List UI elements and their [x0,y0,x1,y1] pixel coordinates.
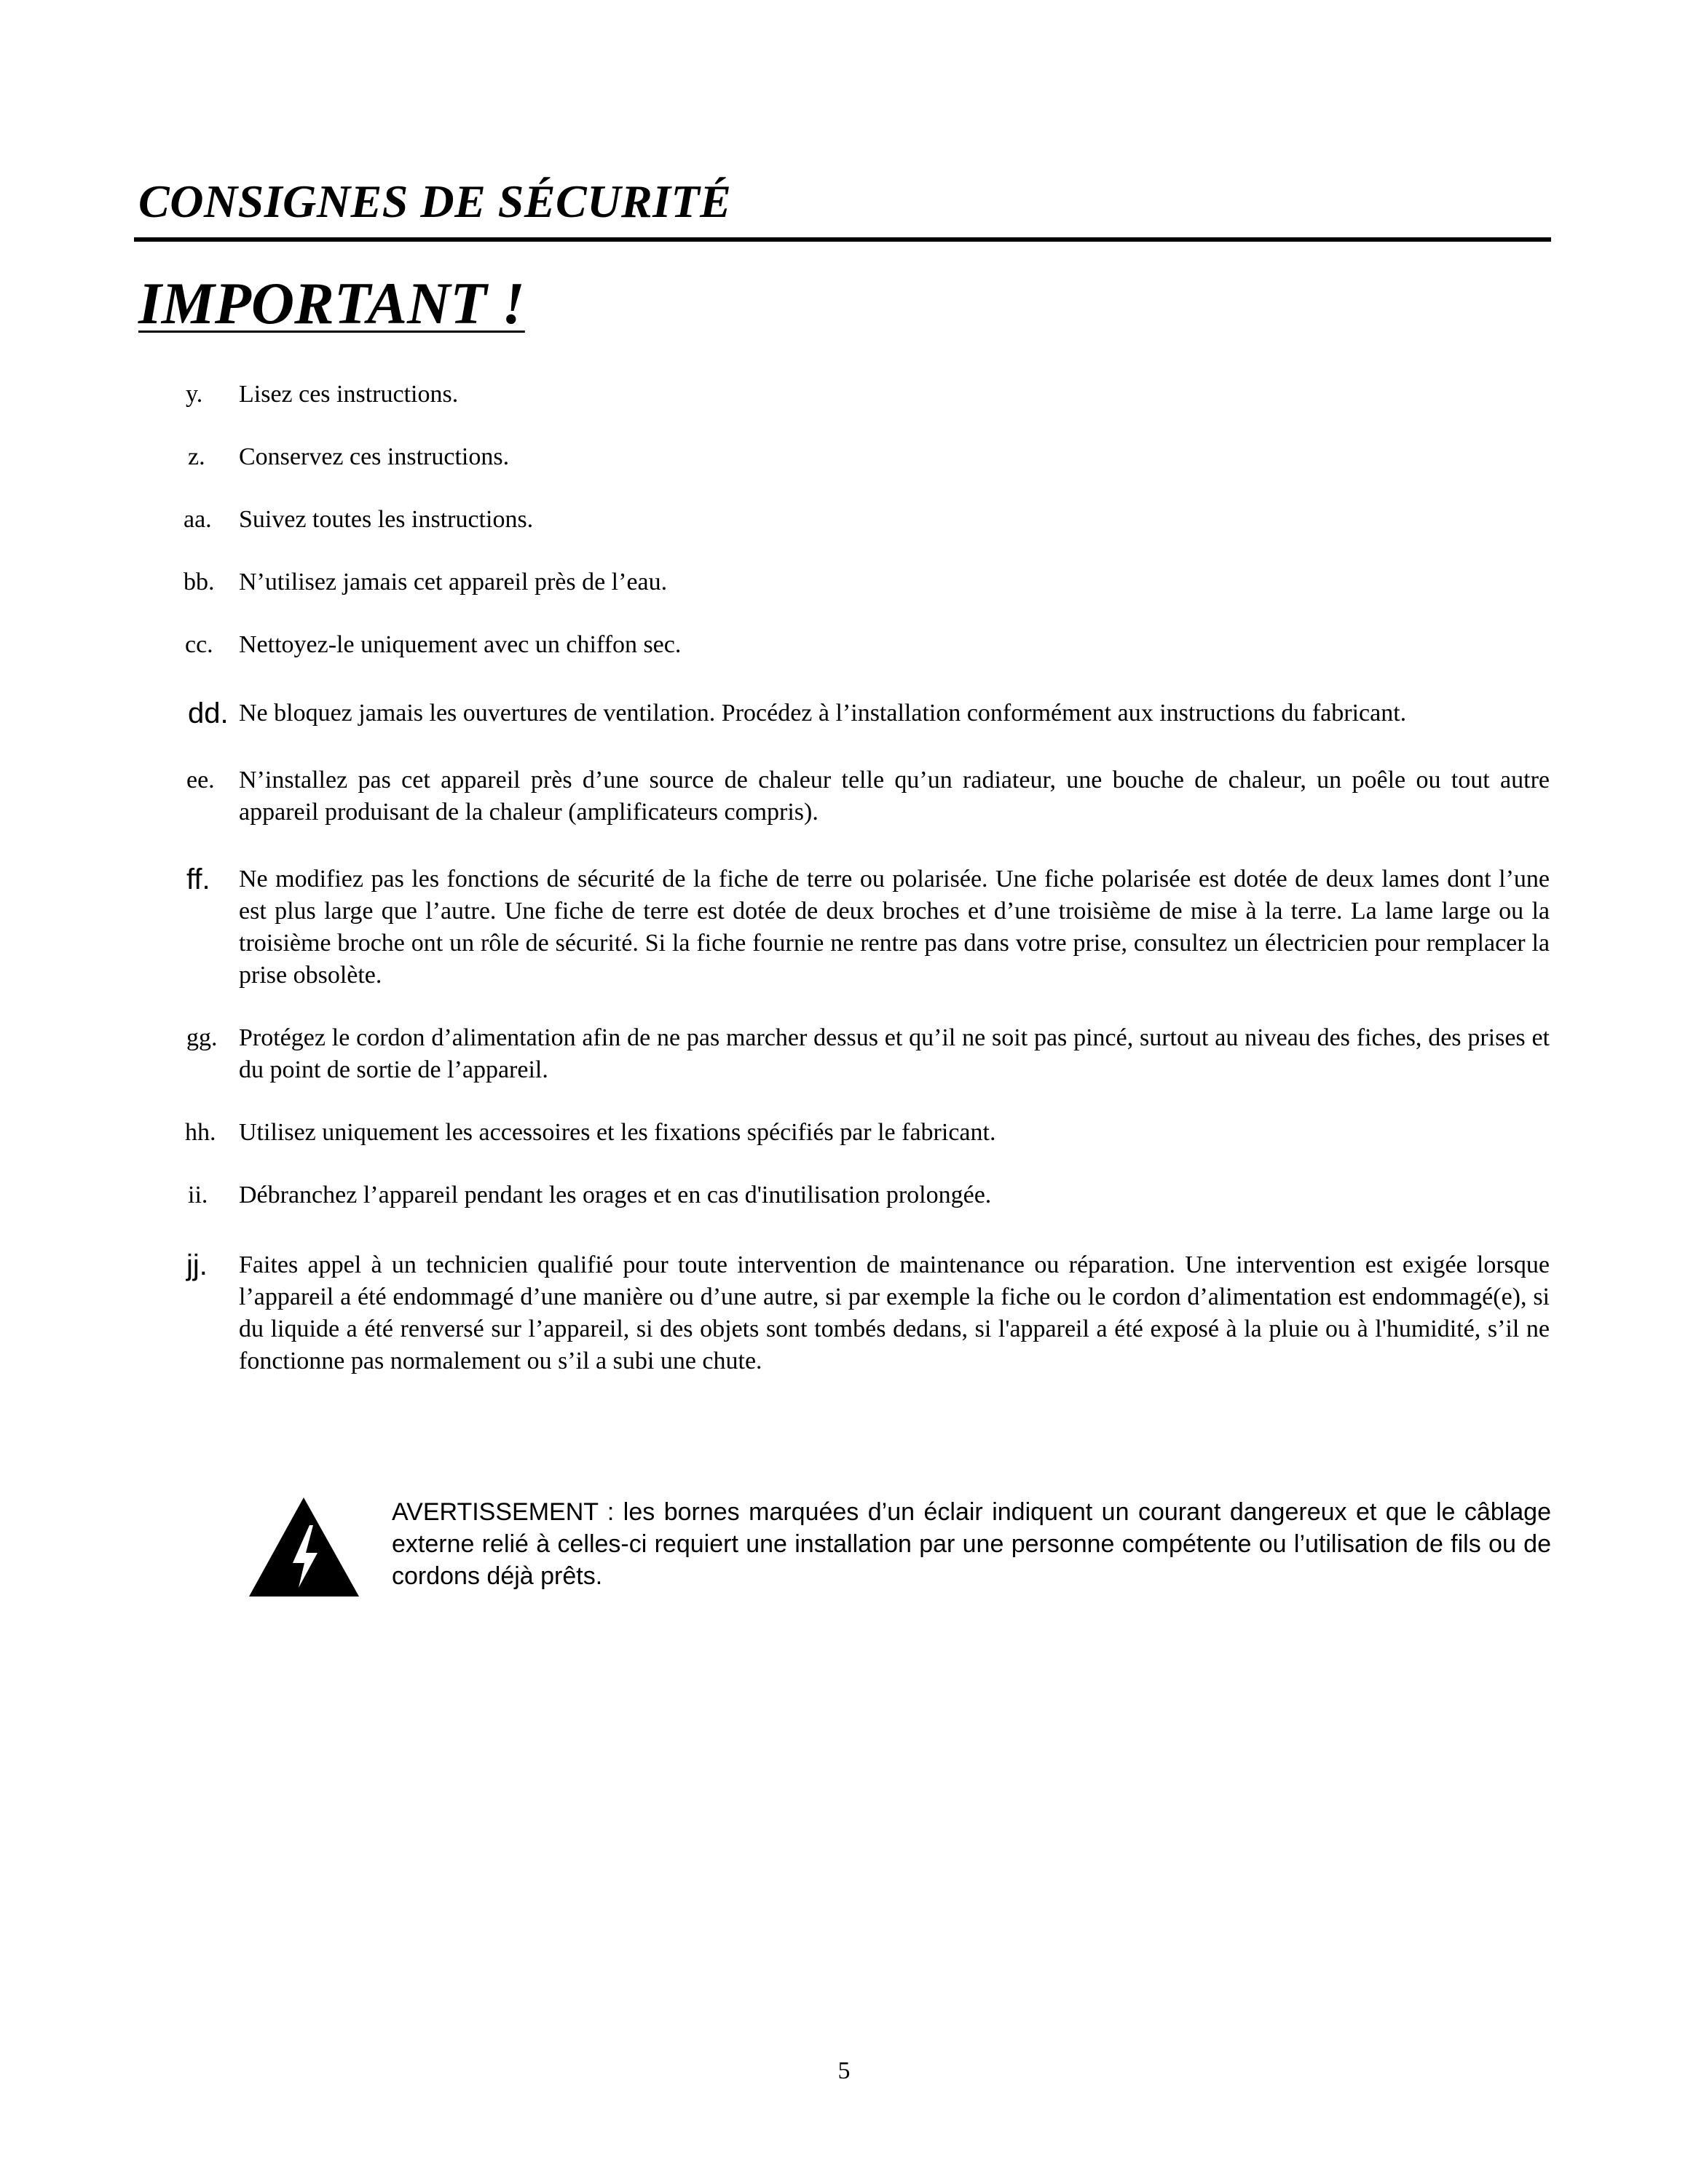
list-text: Ne modifiez pas les fonctions de sécurité de la fiche de terre ou polarisée. Une fiche polarisée est dotée de deux lames dont l’une est plus large que l’autre. Une fiche de terre est dotée de deux broches et d’une troisième de mise à la terre. La lame large ou la troisième broche ont un rôle de sécurité. Si la fiche fournie ne rentre pas dans votre prise, consultez un électricien pour remplacer la prise obsolète. [239,866,1550,989]
list-marker: ii. [188,1182,208,1208]
list-text: Ne bloquez jamais les ouvertures de ventilation. Procédez à l’installation conformément aux instructions du fabricant. [239,700,1407,727]
list-marker: hh. [185,1119,216,1146]
list-marker: ee. [186,767,215,794]
warning-text: AVERTISSEMENT : les bornes marquées d’un éclair indiquent un courant dangereux et que le câblage externe relié à celles-ci requiert une installation par une personne compétente ou l’utilisation de fils ou de cordons déjà prêts. [392,1498,1551,1590]
lightning-warning-icon [248,1496,360,1598]
list-text: Conservez ces instructions. [239,443,510,470]
list-text: Utilisez uniquement les accessoires et les fixations spécifiés par le fabricant. [239,1119,996,1146]
electrical-warning [248,1496,1551,1620]
list-marker: z. [188,443,205,470]
list-marker: bb. [184,569,215,596]
section-title: CONSIGNES DE SÉCURITÉ [138,175,732,227]
list-marker: y. [186,381,203,408]
list-text: Débranchez l’appareil pendant les orages et en cas d'inutilisation prolongée. [239,1182,992,1208]
list-marker: dd. [188,697,229,729]
list-marker: gg. [186,1024,218,1051]
list-text: Lisez ces instructions. [239,381,459,408]
list-marker: ff. [186,863,210,895]
important-heading: IMPORTANT ! [138,270,525,336]
list-text: Protégez le cordon d’alimentation afin de ne pas marcher dessus et qu’il ne soit pas pincé, surtout au niveau des fiches, des prises et du point de sortie de l’appareil. [239,1024,1550,1083]
list-marker: cc. [185,631,213,658]
list-text: Nettoyez-le uniquement avec un chiffon sec. [239,631,682,658]
list-text: N’installez pas cet appareil près d’une source de chaleur telle qu’un radiateur, une bouche de chaleur, un poêle ou tout autre appareil produisant de la chaleur (amplificateurs compris). [239,767,1550,826]
list-text: Suivez toutes les instructions. [239,506,534,533]
list-text: N’utilisez jamais cet appareil près de l’eau. [239,569,668,596]
list-text: Faites appel à un technicien qualifié pour toute intervention de maintenance ou réparation. Une intervention est exigée lorsque l’appareil a été endommagé d’une manière ou d’une autre, si par exemple la fiche ou le cordon d’alimentation est endommagé(e), si du liquide a été renversé sur l’appareil, si des objets sont tombés dedans, si l'appareil a été exposé à la pluie ou à l'humidité, s’il ne fonctionne pas normalement ou s’il a subi une chute. [239,1251,1550,1374]
list-marker: aa. [184,506,212,533]
title-divider [134,237,1551,242]
page-number: 5 [837,2057,851,2084]
list-marker: jj. [186,1249,208,1281]
